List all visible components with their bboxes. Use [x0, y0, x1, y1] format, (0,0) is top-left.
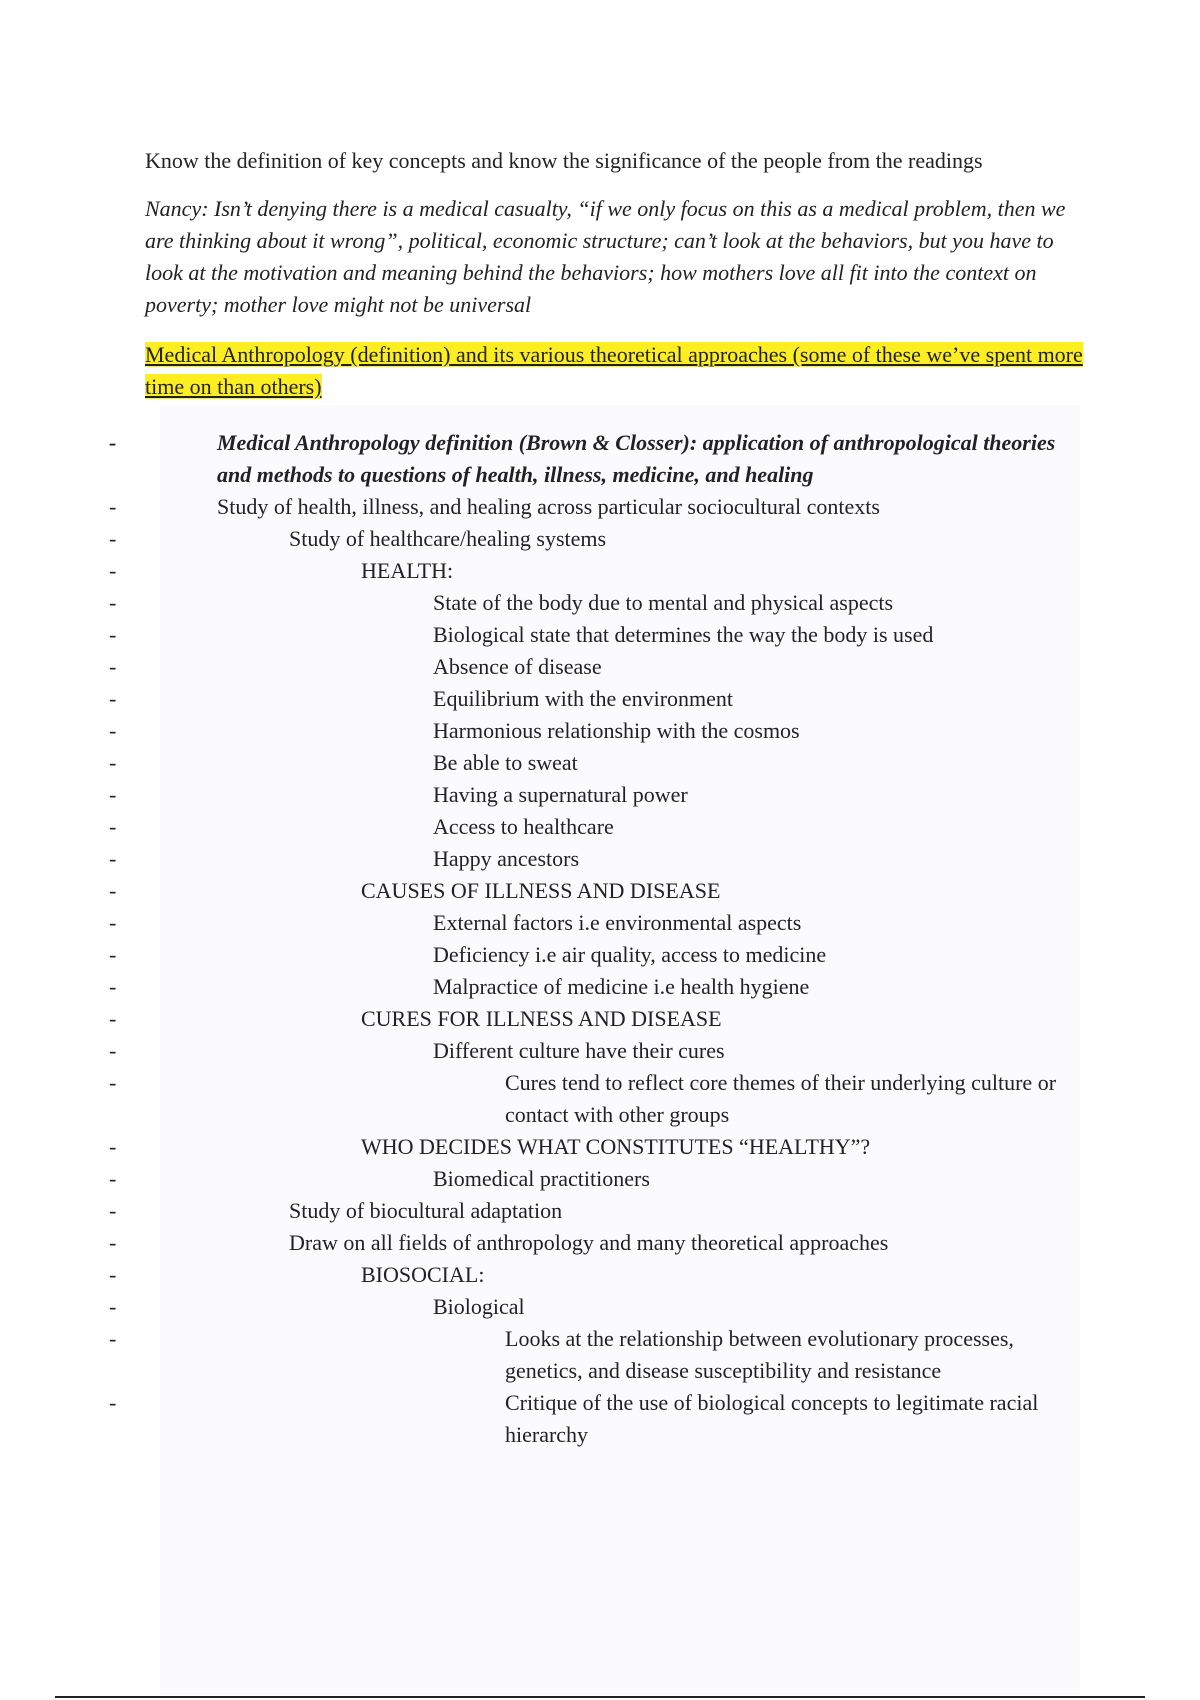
list-item — [109, 1323, 1090, 1387]
outline-list — [109, 427, 1090, 1451]
list-item-text: Study of healthcare/healing systems — [289, 526, 607, 551]
list-item-text: Medical Anthropology definition (Brown & Closser): application of anthropological theories and methods to questions of health, illness, medicine, and healing — [217, 430, 1056, 487]
list-item-text: Critique of the use of biological concepts to legitimate racial hierarchy — [505, 1390, 1039, 1447]
bullet-dash: - — [109, 718, 117, 743]
list-item-text: BIOSOCIAL: — [361, 1262, 485, 1287]
bullet-dash: - — [109, 1230, 117, 1255]
bullet-dash: - — [109, 558, 117, 583]
list-item-text: Biological — [433, 1294, 525, 1319]
list-item — [109, 587, 1090, 619]
bullet-dash: - — [109, 782, 117, 807]
bullet-dash: - — [109, 1262, 117, 1287]
list-item-text: CAUSES OF ILLNESS AND DISEASE — [361, 878, 721, 903]
list-item — [109, 619, 1090, 651]
bullet-dash: - — [109, 1006, 117, 1031]
list-item — [109, 491, 1090, 523]
bullet-dash: - — [109, 942, 117, 967]
list-item — [109, 843, 1090, 875]
bullet-dash: - — [109, 814, 117, 839]
list-item — [109, 1035, 1090, 1067]
bullet-dash: - — [109, 1294, 117, 1319]
bullet-dash: - — [109, 846, 117, 871]
list-item — [109, 715, 1090, 747]
list-item-text: HEALTH: — [361, 558, 454, 583]
list-item-text: Having a supernatural power — [433, 782, 688, 807]
bullet-dash: - — [109, 622, 117, 647]
list-item — [109, 779, 1090, 811]
list-item-text: Biological state that determines the way the body is used — [433, 622, 934, 647]
bullet-dash: - — [109, 590, 117, 615]
section-heading — [145, 339, 1090, 403]
list-item-text: Different culture have their cures — [433, 1038, 725, 1063]
bullet-dash: - — [109, 974, 117, 999]
list-item — [109, 939, 1090, 971]
list-item-text: State of the body due to mental and physical aspects — [433, 590, 894, 615]
list-item-text: External factors i.e environmental aspects — [433, 910, 802, 935]
bullet-dash: - — [109, 878, 117, 903]
list-item-text: Absence of disease — [433, 654, 602, 679]
list-item-text: Equilibrium with the environment — [433, 686, 734, 711]
list-item — [109, 875, 1090, 907]
bullet-dash: - — [109, 1070, 117, 1095]
bullet-dash: - — [109, 526, 117, 551]
list-item — [109, 1259, 1090, 1291]
list-item-text: Deficiency i.e air quality, access to medicine — [433, 942, 827, 967]
list-item-text: Study of biocultural adaptation — [289, 1198, 563, 1223]
list-item-text: Access to healthcare — [433, 814, 614, 839]
list-item-text: Study of health, illness, and healing across particular sociocultural contexts — [217, 494, 880, 519]
list-item — [109, 747, 1090, 779]
bullet-dash: - — [109, 1198, 117, 1223]
bullet-dash: - — [109, 1134, 117, 1159]
list-item — [109, 811, 1090, 843]
list-item — [109, 1003, 1090, 1035]
list-item-text: Looks at the relationship between evolutionary processes, genetics, and disease susceptibility and resistance — [505, 1326, 1014, 1383]
list-item — [109, 523, 1090, 555]
list-item-text: Draw on all fields of anthropology and many theoretical approaches — [289, 1230, 889, 1255]
list-item — [109, 1291, 1090, 1323]
document-content — [109, 145, 1090, 1451]
list-item-text: Harmonious relationship with the cosmos — [433, 718, 800, 743]
list-item — [109, 1195, 1090, 1227]
bullet-dash: - — [109, 494, 117, 519]
list-item — [109, 1131, 1090, 1163]
list-item-text: Biomedical practitioners — [433, 1166, 650, 1191]
nancy-quote: Nancy: Isn’t denying there is a medical casualty, “if we only focus on this as a medical problem, then we are thinking about it wrong”, political, economic structure; can’t look at the behaviors, but you have to look at the motivation and meaning behind the behaviors; how mothers love all fit into the context on poverty; mother love might not be universal — [145, 196, 1066, 317]
list-item — [109, 1067, 1090, 1131]
bullet-dash: - — [109, 1038, 117, 1063]
bullet-dash: - — [109, 750, 117, 775]
list-item — [109, 427, 1090, 491]
bullet-dash: - — [109, 1326, 117, 1351]
bullet-dash: - — [109, 1390, 117, 1415]
list-item-text: Happy ancestors — [433, 846, 580, 871]
list-item — [109, 1227, 1090, 1259]
list-item-text: Be able to sweat — [433, 750, 578, 775]
list-item-text: WHO DECIDES WHAT CONSTITUTES “HEALTHY”? — [361, 1134, 871, 1159]
list-item-text: CURES FOR ILLNESS AND DISEASE — [361, 1006, 722, 1031]
list-item — [109, 1387, 1090, 1451]
bullet-dash: - — [109, 430, 117, 455]
list-item — [109, 683, 1090, 715]
bottom-divider — [55, 1696, 1145, 1698]
intro-line: Know the definition of key concepts and know the significance of the people from the readings — [145, 148, 983, 173]
highlighted-heading-text: Medical Anthropology (definition) and its various theoretical approaches (some of these we’ve spent more time on than others) — [145, 342, 1083, 399]
bullet-dash: - — [109, 654, 117, 679]
list-item-text: Malpractice of medicine i.e health hygiene — [433, 974, 810, 999]
bullet-dash: - — [109, 686, 117, 711]
list-item — [109, 907, 1090, 939]
bullet-dash: - — [109, 1166, 117, 1191]
list-item — [109, 555, 1090, 587]
list-item-text: Cures tend to reflect core themes of their underlying culture or contact with other groups — [505, 1070, 1057, 1127]
list-item — [109, 971, 1090, 1003]
list-item — [109, 651, 1090, 683]
bullet-dash: - — [109, 910, 117, 935]
list-item — [109, 1163, 1090, 1195]
